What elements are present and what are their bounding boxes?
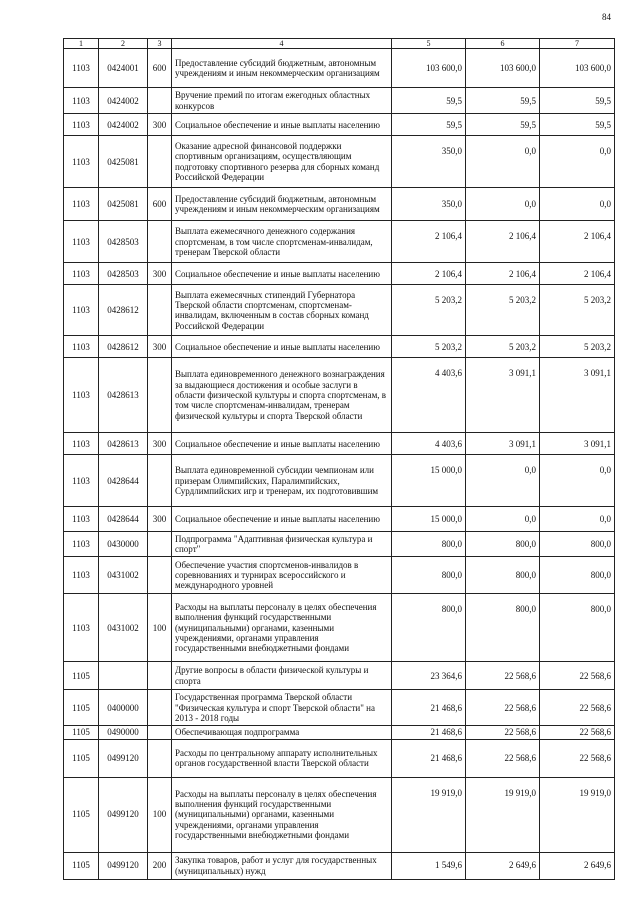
expense-type-cell: [148, 690, 172, 726]
description-cell: Социальное обеспечение и иные выплаты населению: [172, 336, 392, 358]
amount-col6-cell: 19 919,0: [466, 777, 540, 852]
expense-type-cell: [148, 532, 172, 557]
section-code-cell: 1105: [64, 852, 99, 879]
target-code-cell: 0428613: [99, 433, 148, 455]
table-row: [64, 114, 615, 136]
table-row: [64, 285, 615, 336]
amount-col6-cell: 800,0: [466, 532, 540, 557]
amount-col7-cell: 103 600,0: [540, 49, 615, 88]
amount-col7-cell: 800,0: [540, 557, 615, 594]
section-code-cell: 1103: [64, 358, 99, 433]
description-cell: Другие вопросы в области физической культуры и спорта: [172, 662, 392, 690]
description-cell: Расходы на выплаты персоналу в целях обеспечения выполнения функций государственными (муниципальными) органами, казенными учреждениями, органами управления государственными внебюджетными фондами: [172, 777, 392, 852]
section-code-cell: 1103: [64, 455, 99, 507]
amount-col7-cell: 22 568,6: [540, 739, 615, 777]
target-code-cell: 0424002: [99, 88, 148, 114]
section-code-cell: 1105: [64, 726, 99, 739]
description-cell: Обеспечение участия спортсменов-инвалидов в соревнованиях и турнирах всероссийского и международного уровней: [172, 557, 392, 594]
table-row: [64, 507, 615, 532]
expense-type-cell: [148, 726, 172, 739]
amount-col6-cell: 2 106,4: [466, 263, 540, 285]
amount-col7-cell: 22 568,6: [540, 662, 615, 690]
description-cell: Социальное обеспечение и иные выплаты населению: [172, 507, 392, 532]
table-row: [64, 726, 615, 739]
amount-col6-cell: 5 203,2: [466, 285, 540, 336]
table-row: [64, 136, 615, 188]
amount-col6-cell: 800,0: [466, 594, 540, 662]
amount-col5-cell: 2 106,4: [392, 221, 466, 263]
description-cell: Выплата единовременной субсидии чемпионам или призерам Олимпийских, Паралимпийских, Сурдлимпийских игр и тренерам, их подготовившим: [172, 455, 392, 507]
table-row: [64, 852, 615, 879]
table-row: [64, 557, 615, 594]
section-code-cell: 1105: [64, 739, 99, 777]
amount-col5-cell: 350,0: [392, 188, 466, 221]
amount-col5-cell: 21 468,6: [392, 739, 466, 777]
amount-col5-cell: 23 364,6: [392, 662, 466, 690]
amount-col6-cell: 22 568,6: [466, 662, 540, 690]
section-code-cell: 1103: [64, 507, 99, 532]
amount-col6-cell: 800,0: [466, 557, 540, 594]
col-header-5: 5: [392, 39, 466, 49]
amount-col7-cell: 800,0: [540, 594, 615, 662]
table-row: [64, 88, 615, 114]
amount-col5-cell: 59,5: [392, 114, 466, 136]
amount-col6-cell: 3 091,1: [466, 358, 540, 433]
amount-col7-cell: 2 106,4: [540, 263, 615, 285]
col-header-7: 7: [540, 39, 615, 49]
amount-col7-cell: 22 568,6: [540, 690, 615, 726]
target-code-cell: 0428503: [99, 263, 148, 285]
amount-col7-cell: 3 091,1: [540, 433, 615, 455]
amount-col7-cell: 19 919,0: [540, 777, 615, 852]
amount-col7-cell: 0,0: [540, 507, 615, 532]
amount-col7-cell: 0,0: [540, 188, 615, 221]
section-code-cell: 1105: [64, 777, 99, 852]
target-code-cell: 0499120: [99, 739, 148, 777]
amount-col6-cell: 5 203,2: [466, 336, 540, 358]
section-code-cell: 1103: [64, 49, 99, 88]
amount-col5-cell: 5 203,2: [392, 285, 466, 336]
col-header-1: 1: [64, 39, 99, 49]
target-code-cell: 0428644: [99, 507, 148, 532]
target-code-cell: 0400000: [99, 690, 148, 726]
amount-col7-cell: 3 091,1: [540, 358, 615, 433]
section-code-cell: 1103: [64, 136, 99, 188]
expense-type-cell: 300: [148, 263, 172, 285]
description-cell: Вручение премий по итогам ежегодных областных конкурсов: [172, 88, 392, 114]
amount-col6-cell: 3 091,1: [466, 433, 540, 455]
description-cell: Расходы по центральному аппарату исполнительных органов государственной власти Тверской области: [172, 739, 392, 777]
expense-type-cell: [148, 221, 172, 263]
expense-type-cell: [148, 557, 172, 594]
amount-col6-cell: 59,5: [466, 114, 540, 136]
amount-col7-cell: 5 203,2: [540, 285, 615, 336]
target-code-cell: 0490000: [99, 726, 148, 739]
amount-col6-cell: 22 568,6: [466, 690, 540, 726]
description-cell: Выплата ежемесячных стипендий Губернатора Тверской области спортсменам, спортсменам-инвалидам, включенным в состав сборных команд Российской Федерации: [172, 285, 392, 336]
target-code-cell: 0431002: [99, 557, 148, 594]
amount-col7-cell: 59,5: [540, 88, 615, 114]
expense-type-cell: [148, 285, 172, 336]
expense-type-cell: 300: [148, 114, 172, 136]
target-code-cell: 0428503: [99, 221, 148, 263]
amount-col6-cell: 0,0: [466, 136, 540, 188]
table-row: [64, 662, 615, 690]
description-cell: Социальное обеспечение и иные выплаты населению: [172, 114, 392, 136]
table-row: [64, 594, 615, 662]
target-code-cell: [99, 662, 148, 690]
target-code-cell: 0424002: [99, 114, 148, 136]
col-header-3: 3: [148, 39, 172, 49]
target-code-cell: 0424001: [99, 49, 148, 88]
description-cell: Подпрограмма "Адаптивная физическая культура и спорт": [172, 532, 392, 557]
expense-type-cell: 100: [148, 594, 172, 662]
description-cell: Предоставление субсидий бюджетным, автономным учреждениям и иным некоммерческим организациям: [172, 188, 392, 221]
expense-type-cell: [148, 358, 172, 433]
col-header-2: 2: [99, 39, 148, 49]
header-row: [64, 39, 615, 49]
target-code-cell: 0499120: [99, 777, 148, 852]
expense-type-cell: 300: [148, 336, 172, 358]
description-cell: Обеспечивающая подпрограмма: [172, 726, 392, 739]
description-cell: Социальное обеспечение и иные выплаты населению: [172, 263, 392, 285]
amount-col7-cell: 0,0: [540, 136, 615, 188]
expense-type-cell: 600: [148, 188, 172, 221]
table-row: [64, 455, 615, 507]
amount-col5-cell: 103 600,0: [392, 49, 466, 88]
table-row: [64, 739, 615, 777]
amount-col5-cell: 15 000,0: [392, 455, 466, 507]
target-code-cell: 0428644: [99, 455, 148, 507]
table-row: [64, 221, 615, 263]
table-row: [64, 777, 615, 852]
expense-type-cell: 300: [148, 507, 172, 532]
section-code-cell: 1105: [64, 690, 99, 726]
expense-type-cell: [148, 739, 172, 777]
description-cell: Оказание адресной финансовой поддержки спортивным организациям, осуществляющим подготовку спортивного резерва для сборных команд Российской Федерации: [172, 136, 392, 188]
target-code-cell: 0428612: [99, 336, 148, 358]
table-row: [64, 188, 615, 221]
table-row: [64, 433, 615, 455]
amount-col6-cell: 2 106,4: [466, 221, 540, 263]
section-code-cell: 1103: [64, 594, 99, 662]
target-code-cell: 0428612: [99, 285, 148, 336]
target-code-cell: 0425081: [99, 136, 148, 188]
amount-col5-cell: 21 468,6: [392, 690, 466, 726]
table-row: [64, 49, 615, 88]
expense-type-cell: 100: [148, 777, 172, 852]
description-cell: Предоставление субсидий бюджетным, автономным учреждениям и иным некоммерческим организациям: [172, 49, 392, 88]
amount-col5-cell: 5 203,2: [392, 336, 466, 358]
target-code-cell: 0499120: [99, 852, 148, 879]
expense-type-cell: [148, 455, 172, 507]
description-cell: Расходы на выплаты персоналу в целях обеспечения выполнения функций государственными (муниципальными) органами, казенными учреждениями, органами управления государственными внебюджетными фондами: [172, 594, 392, 662]
expense-type-cell: [148, 136, 172, 188]
table-row: [64, 336, 615, 358]
amount-col5-cell: 4 403,6: [392, 358, 466, 433]
amount-col6-cell: 22 568,6: [466, 726, 540, 739]
section-code-cell: 1103: [64, 532, 99, 557]
amount-col7-cell: 5 203,2: [540, 336, 615, 358]
description-cell: Социальное обеспечение и иные выплаты населению: [172, 433, 392, 455]
target-code-cell: 0428613: [99, 358, 148, 433]
section-code-cell: 1103: [64, 433, 99, 455]
table-row: [64, 263, 615, 285]
amount-col5-cell: 1 549,6: [392, 852, 466, 879]
amount-col6-cell: 0,0: [466, 188, 540, 221]
col-header-6: 6: [466, 39, 540, 49]
section-code-cell: 1103: [64, 336, 99, 358]
amount-col7-cell: 22 568,6: [540, 726, 615, 739]
amount-col5-cell: 800,0: [392, 532, 466, 557]
expense-type-cell: 200: [148, 852, 172, 879]
amount-col6-cell: 2 649,6: [466, 852, 540, 879]
section-code-cell: 1103: [64, 285, 99, 336]
amount-col5-cell: 19 919,0: [392, 777, 466, 852]
description-cell: Выплата единовременного денежного вознаграждения за выдающиеся достижения и особые заслуги в области физической культуры и спорта спортсменам, в том числе спортсменам-инвалидам, тренерам физической культуры и спорта Тверской области: [172, 358, 392, 433]
section-code-cell: 1103: [64, 557, 99, 594]
budget-table: [63, 38, 615, 880]
amount-col6-cell: 0,0: [466, 455, 540, 507]
section-code-cell: 1103: [64, 263, 99, 285]
target-code-cell: 0425081: [99, 188, 148, 221]
table-row: [64, 690, 615, 726]
expense-type-cell: 600: [148, 49, 172, 88]
table-row: [64, 358, 615, 433]
section-code-cell: 1103: [64, 114, 99, 136]
amount-col7-cell: 2 106,4: [540, 221, 615, 263]
expense-type-cell: [148, 88, 172, 114]
amount-col7-cell: 2 649,6: [540, 852, 615, 879]
amount-col7-cell: 800,0: [540, 532, 615, 557]
section-code-cell: 1103: [64, 188, 99, 221]
expense-type-cell: [148, 662, 172, 690]
expense-type-cell: 300: [148, 433, 172, 455]
amount-col6-cell: 0,0: [466, 507, 540, 532]
amount-col5-cell: 59,5: [392, 88, 466, 114]
amount-col5-cell: 800,0: [392, 557, 466, 594]
section-code-cell: 1105: [64, 662, 99, 690]
amount-col6-cell: 103 600,0: [466, 49, 540, 88]
amount-col6-cell: 22 568,6: [466, 739, 540, 777]
table-body: [64, 49, 615, 879]
description-cell: Выплата ежемесячного денежного содержания спортсменам, в том числе спортсменам-инвалидам, тренерам Тверской области: [172, 221, 392, 263]
description-cell: Закупка товаров, работ и услуг для государственных (муниципальных) нужд: [172, 852, 392, 879]
description-cell: Государственная программа Тверской области "Физическая культура и спорт Тверской области" на 2013 - 2018 годы: [172, 690, 392, 726]
amount-col5-cell: 800,0: [392, 594, 466, 662]
target-code-cell: 0431002: [99, 594, 148, 662]
amount-col5-cell: 21 468,6: [392, 726, 466, 739]
section-code-cell: 1103: [64, 221, 99, 263]
amount-col5-cell: 2 106,4: [392, 263, 466, 285]
amount-col7-cell: 0,0: [540, 455, 615, 507]
section-code-cell: 1103: [64, 88, 99, 114]
col-header-4: 4: [172, 39, 392, 49]
table-row: [64, 532, 615, 557]
amount-col5-cell: 15 000,0: [392, 507, 466, 532]
amount-col6-cell: 59,5: [466, 88, 540, 114]
amount-col5-cell: 4 403,6: [392, 433, 466, 455]
amount-col5-cell: 350,0: [392, 136, 466, 188]
page-number: 84: [602, 12, 611, 22]
target-code-cell: 0430000: [99, 532, 148, 557]
amount-col7-cell: 59,5: [540, 114, 615, 136]
